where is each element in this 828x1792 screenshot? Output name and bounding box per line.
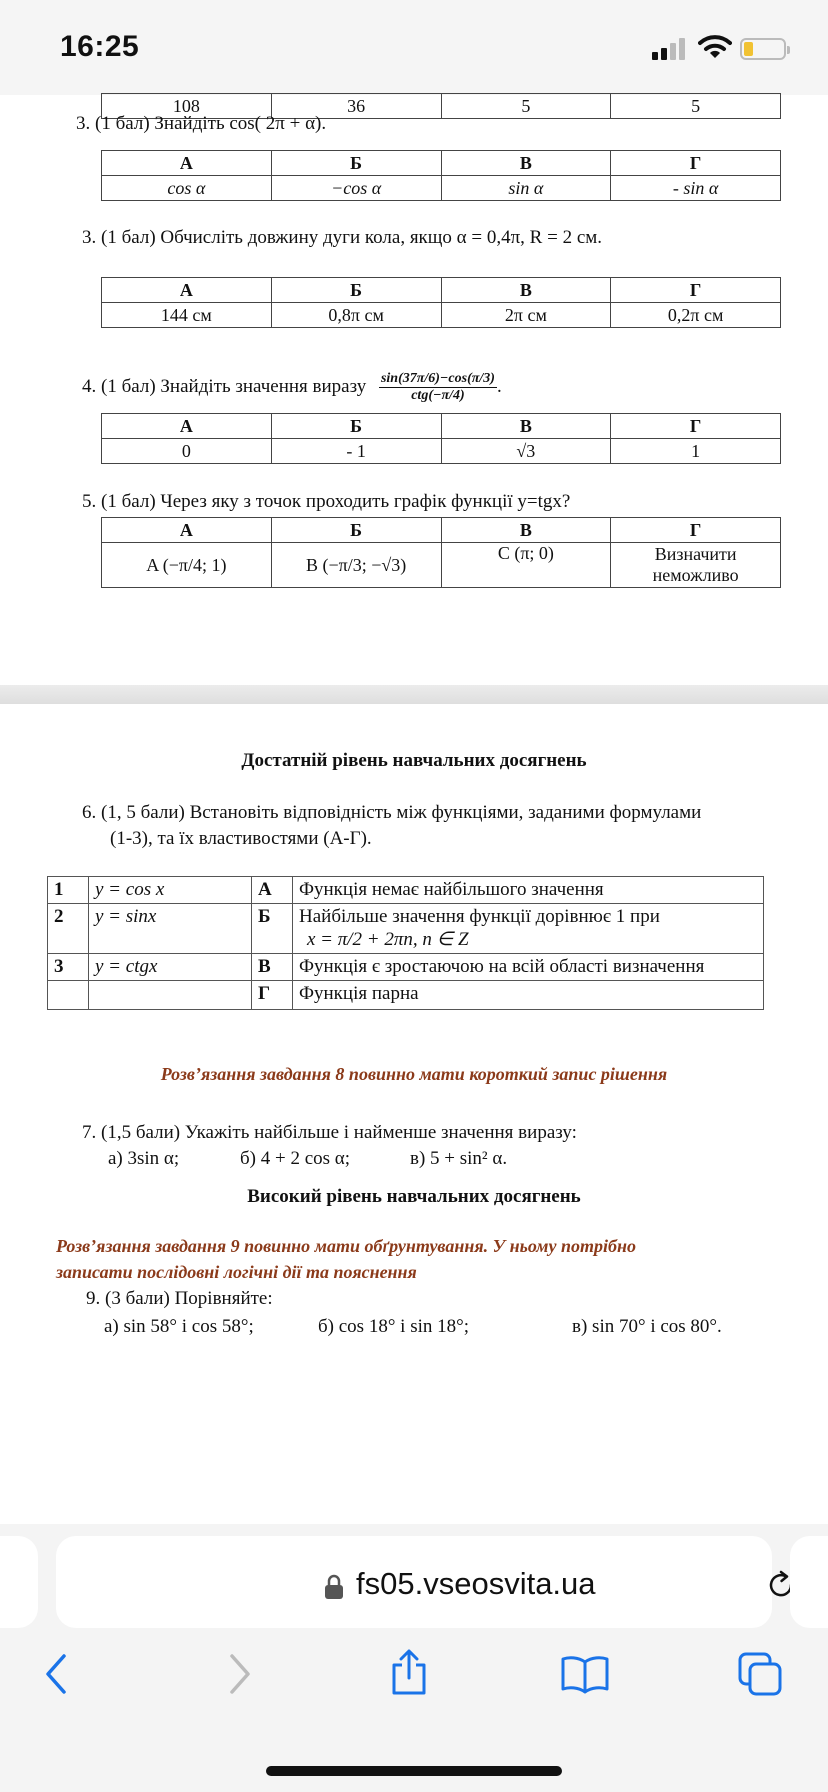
property-letter: Б [252, 904, 293, 954]
table-cell: - sin α [611, 176, 781, 201]
function-formula: y = ctgx [89, 954, 252, 981]
table-header: А [102, 151, 272, 176]
table-header: Б [271, 151, 441, 176]
property-letter: А [252, 877, 293, 904]
table-header: Б [271, 278, 441, 303]
answers-table-5 [101, 517, 781, 588]
row-number: 1 [48, 877, 89, 904]
table-cell: sin α [441, 176, 611, 201]
forward-icon[interactable] [222, 1652, 256, 1696]
question-9-a: а) sin 58° і cos 58°; [104, 1316, 254, 1337]
property-formula: x = π/2 + 2πn, n ∈ Z [307, 929, 469, 950]
table-header: В [441, 518, 611, 543]
table-header: А [102, 518, 272, 543]
table-cell: cos α [102, 176, 272, 201]
table-row [48, 981, 764, 1010]
document-page-1 [0, 95, 828, 685]
table-header: В [441, 414, 611, 439]
property-text: Функція є зростаючою на всій області визначення [293, 954, 764, 981]
document-page-2 [0, 704, 828, 1524]
fraction-denominator: ctg(−π/4) [411, 388, 465, 403]
table-cell: 0,2π см [611, 303, 781, 328]
table-cell: 0 [102, 439, 272, 464]
table-cell: √3 [441, 439, 611, 464]
browser-bottom-bar [0, 1524, 828, 1792]
share-icon[interactable] [388, 1648, 430, 1696]
table-cell: 108 [102, 94, 272, 119]
table-cell: A (−π/4; 1) [102, 543, 272, 588]
property-line: Найбільше значення функції дорівнює 1 при [299, 906, 660, 927]
question-3a: 3. (1 бал) Знайдіть cos( 2π + α). [76, 113, 327, 134]
note-task-9-line2: записати послідовні логічні дії та пояснення [56, 1262, 417, 1282]
question-7-b: б) 4 + 2 cos α; [240, 1148, 351, 1169]
question-7-c: в) 5 + sin² α. [410, 1148, 508, 1169]
question-6-line1: 6. (1, 5 бали) Встановіть відповідність між функціями, заданими формулами [82, 802, 702, 823]
table-header: Г [611, 151, 781, 176]
question-7-line1: 7. (1,5 бали) Укажіть найбільше і найменше значення виразу: [82, 1122, 577, 1143]
next-tab-address-bar[interactable] [790, 1536, 828, 1628]
table-cell: 0,8π см [271, 303, 441, 328]
status-bar [0, 0, 828, 95]
battery-icon [740, 38, 786, 60]
note-task-9-line1: Розв’язання завдання 9 повинно мати обґрунтування. У ньому потрібно [56, 1236, 636, 1256]
level-high-heading: Високий рівень навчальних досягнень [247, 1186, 581, 1207]
table-row [48, 877, 764, 904]
question-9-line1: 9. (3 бали) Порівняйте: [86, 1288, 273, 1309]
property-text: Функція парна [293, 981, 764, 1010]
cellular-signal-icon [652, 38, 690, 60]
wifi-icon [698, 34, 732, 60]
address-bar[interactable] [56, 1536, 772, 1628]
table-cell: 1 [611, 439, 781, 464]
previous-tab-address-bar[interactable] [0, 1536, 38, 1628]
bookmarks-icon[interactable] [560, 1654, 610, 1694]
question-5: 5. (1 бал) Через яку з точок проходить графік функції y=tgx? [82, 491, 571, 512]
answers-table-3a [101, 150, 781, 201]
page-separator [0, 685, 828, 704]
table-header: Б [271, 414, 441, 439]
question-9-c: в) sin 70° і cos 80°. [572, 1316, 722, 1337]
table-header: Г [611, 414, 781, 439]
table-cell: C (π; 0) [441, 543, 611, 588]
question-3b: 3. (1 бал) Обчисліть довжину дуги кола, якщо α = 0,4π, R = 2 см. [82, 227, 603, 248]
table-cell: 5 [611, 94, 781, 119]
question-6-line2: (1-3), та їх властивостями (А-Г). [110, 828, 372, 849]
property-letter: Г [252, 981, 293, 1010]
table-header: Г [611, 518, 781, 543]
question-7-a: а) 3sin α; [108, 1148, 180, 1169]
lock-icon [324, 1574, 344, 1600]
table-cell: −cos α [271, 176, 441, 201]
row-number [48, 981, 89, 1010]
question-4-text: 4. (1 бал) Знайдіть значення виразу [82, 375, 367, 397]
table-cell: 144 см [102, 303, 272, 328]
function-formula: y = cos x [89, 877, 252, 904]
property-text: Функція немає найбільшого значення [293, 877, 764, 904]
function-formula [89, 981, 252, 1010]
table-cell: 2π см [441, 303, 611, 328]
table-cell: 36 [271, 94, 441, 119]
property-letter: В [252, 954, 293, 981]
fraction-numerator: sin(37π/6)−cos(π/3) [380, 371, 495, 386]
table-header: В [441, 151, 611, 176]
matching-table-6 [47, 876, 764, 1010]
status-time: 16:25 [60, 30, 140, 63]
table-row [48, 904, 764, 954]
note-task-8: Розв’язання завдання 8 повинно мати короткий запис рішення [160, 1064, 668, 1084]
table-cell: Визначити неможливо [611, 543, 781, 588]
row-number: 3 [48, 954, 89, 981]
table-header: Б [271, 518, 441, 543]
property-text [293, 904, 764, 954]
table-cell: 5 [441, 94, 611, 119]
expression-fraction [379, 371, 497, 404]
table-header: В [441, 278, 611, 303]
home-indicator [266, 1766, 562, 1776]
question-4: 4. (1 бал) Знайдіть значення виразу $\frac{\sin(37\pi/6)-\cos(\pi/3)}{\text{ctg(−π/4)}}$ . [82, 371, 502, 403]
back-icon[interactable] [40, 1652, 74, 1696]
tabs-icon[interactable] [738, 1652, 784, 1696]
table-header: А [102, 278, 272, 303]
level-sufficient-heading: Достатній рівень навчальних досягнень [241, 750, 587, 771]
row-number: 2 [48, 904, 89, 954]
answers-table-4 [101, 413, 781, 464]
table-header: Г [611, 278, 781, 303]
answers-table-3b [101, 277, 781, 328]
url-text[interactable]: fs05.vseosvita.ua [356, 1566, 596, 1601]
table-cell: - 1 [271, 439, 441, 464]
question-9-b: б) cos 18° і sin 18°; [318, 1316, 469, 1337]
table-header: А [102, 414, 272, 439]
function-formula: y = sinx [89, 904, 252, 954]
table-row [48, 954, 764, 981]
table-cell: B (−π/3; −√3) [271, 543, 441, 588]
